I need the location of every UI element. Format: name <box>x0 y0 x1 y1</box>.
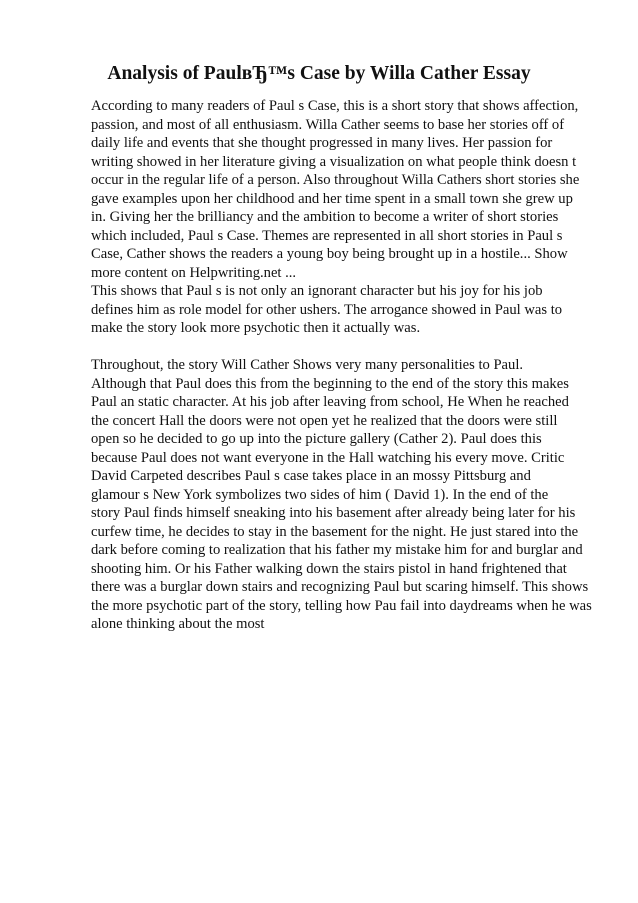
text-line: alone thinking about the most <box>91 616 265 632</box>
text-line: Case, Cather shows the readers a young boy being brought up in a hostile... Show <box>91 246 568 262</box>
text-line: because Paul does not want everyone in the Hall watching his every move. Critic <box>91 449 565 466</box>
text-line: David Carpeted describes Paul s case takes place in an mossy Pittsburg and <box>91 468 531 484</box>
text-line: story Paul finds himself sneaking into his basement after already being later for his <box>91 505 576 521</box>
text-line: This shows that Paul s is not only an ignorant character but his joy for his job <box>91 283 543 299</box>
text-line: curfew time, he decides to stay in the basement for the night. He just stared into the <box>91 523 579 540</box>
document-title: Analysis of PaulвЂ™s Case by Willa Cather Essay <box>107 63 531 84</box>
paragraph-gap <box>91 338 591 357</box>
text-line: According to many readers of Paul s Case, this is a short story that shows affection, <box>91 98 579 114</box>
text-line: which included, Paul s Case. Themes are represented in all short stories in Paul s <box>91 227 563 244</box>
text-line: defines him as role model for other ushers. The arrogance showed in Paul was to <box>91 301 563 318</box>
text-line: in. Giving her the brilliancy and the ambition to become a writer of short stories <box>91 209 559 225</box>
text-line: daily life and events that she thought progressed in many lives. Her passion for <box>91 135 553 151</box>
text-line: shooting him. Or his Father walking down the stairs pistol in hand frightened that <box>91 560 567 577</box>
text-line: Paul an static character. At his job after leaving from school, He When he reached <box>91 394 569 410</box>
text-line: occur in the regular life of a person. Also throughout Willa Cathers short stories she <box>91 172 580 188</box>
document-body <box>91 97 591 634</box>
text-line: open so he decided to go up into the picture gallery (Cather 2). Paul does this <box>91 431 542 447</box>
text-line: passion, and most of all enthusiasm. Willa Cather seems to base her stories off of <box>91 116 565 133</box>
text-line: the more psychotic part of the story, telling how Pau fail into daydreams when he was <box>91 597 592 614</box>
text-line: there was a burglar down stairs and recognizing Paul but scaring himself. This shows <box>91 579 589 595</box>
text-line: gave examples upon her childhood and her time spent in a small town she grew up <box>91 190 573 207</box>
text-line: writing showed in her literature giving a visualization on what people think doesn t <box>91 153 577 170</box>
text-line: Although that Paul does this from the beginning to the end of the story this makes <box>91 375 569 392</box>
text-line: Throughout, the story Will Cather Shows very many personalities to Paul. <box>91 357 524 373</box>
text-line: the concert Hall the doors were not open yet he realized that the doors were still <box>91 412 558 429</box>
text-line: glamour s New York symbolizes two sides of him ( David 1). In the end of the <box>91 486 549 503</box>
paragraph-3 <box>91 356 591 634</box>
paragraph-2 <box>91 282 591 338</box>
text-line: make the story look more psychotic then it actually was. <box>91 320 421 336</box>
paragraph-1 <box>91 97 591 282</box>
text-line: dark before coming to realization that his father my mistake him for and burglar and <box>91 542 583 558</box>
text-line: more content on Helpwriting.net ... <box>91 264 297 281</box>
